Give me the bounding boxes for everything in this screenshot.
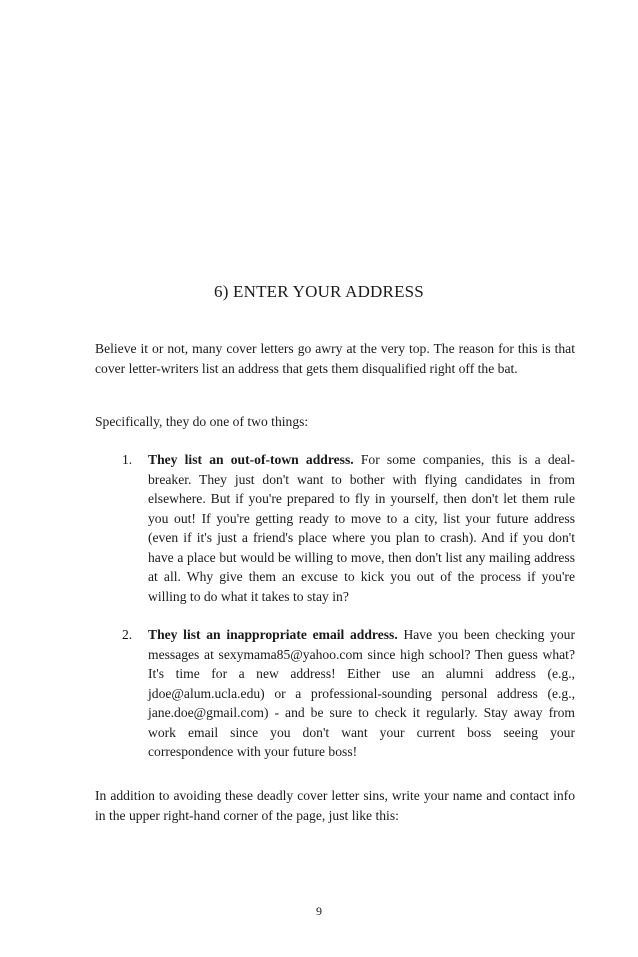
intro-paragraph: Believe it or not, many cover letters go awry at the very top. The reason for this is that cover letter-writers list an address that gets them disqualified right off the bat. [95, 341, 575, 376]
list-item-body [148, 450, 575, 606]
list-item-text: For some companies, this is a deal-breaker. They just don't want to bother with flying candidates in from elsewhere. But if you're prepared to fly in yourself, then don't let them rule you out! If you're getting ready to move to a city, list your future address (even if it's just a friend's place where you plan to crash). And if you don't have a place but would be willing to move, then don't list any mailing address at all. Why give them an excuse to kick you out of the process if you're willing to do what it takes to stay in? [148, 452, 575, 604]
list-item-number: 2. [122, 627, 133, 642]
page-number: 9 [316, 904, 322, 918]
list-item-body [148, 625, 575, 762]
closing-paragraph: In addition to avoiding these deadly cover letter sins, write your name and contact info in the upper right-hand corner of the page, just like this: [95, 788, 575, 823]
list-item-bold-lead: They list an out-of-town address. [148, 452, 354, 467]
list-item-number: 1. [122, 452, 133, 467]
list-item [95, 625, 575, 762]
list-item [95, 450, 575, 606]
section-heading: 6) ENTER YOUR ADDRESS [214, 282, 424, 301]
list-item-bold-lead: They list an inappropriate email address. [148, 627, 398, 642]
lead-in-paragraph: Specifically, they do one of two things: [95, 414, 309, 429]
list-item-text: Have you been checking your messages at sexymama85@yahoo.com since high school? Then guess what? It's time for a new address! Either use an alumni address (e.g., jdoe@alum.ucla.edu) or a professional-sounding personal address (e.g., jane.doe@gmail.com) - and be sure to check it regularly. Stay away from work email since you don't want your current boss seeing your correspondence with your future boss! [148, 627, 575, 759]
